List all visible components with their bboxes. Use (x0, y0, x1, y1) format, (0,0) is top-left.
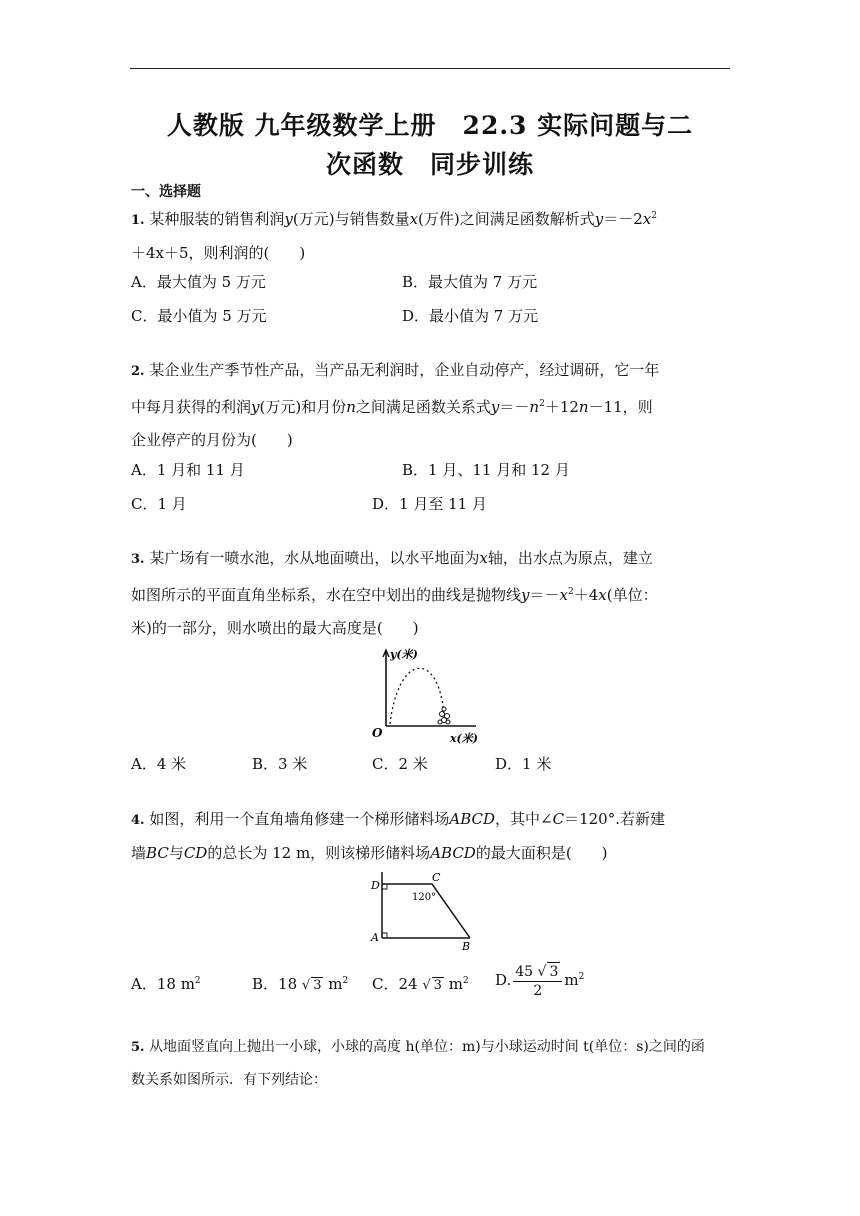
q4-option-b[interactable]: B．18 √ 3 $m^2$ (252, 975, 349, 993)
q1-option-a[interactable]: A．最大值为 5 万元 (131, 273, 266, 291)
vertex-a-label: A (371, 931, 379, 944)
question-1-stem: 1. 某种服装的销售利润y(万元)与销售数量x(万件)之间满足函数解析式$y=-2x^2$ ＋4x＋5，则利润的( ) (131, 210, 657, 262)
header-rule (130, 68, 730, 69)
angle-label: 120° (412, 892, 437, 903)
x-axis-label: x(米) (450, 732, 478, 745)
fountain-figure (368, 644, 488, 746)
q2-option-b[interactable]: B．1 月、11 月和 12 月 (402, 461, 570, 479)
q2-option-d[interactable]: D．1 月至 11 月 (372, 495, 487, 513)
q1-option-c[interactable]: C．最小值为 5 万元 (131, 307, 267, 325)
vertex-b-label: B (462, 940, 471, 952)
origin-label: O (372, 726, 383, 740)
q4-option-c[interactable]: C．24 √ 3 $m^2$ (372, 975, 469, 993)
q3-option-b[interactable]: B．3 米 (252, 755, 308, 773)
q3-option-d[interactable]: D．1 米 (495, 755, 552, 773)
question-3-stem: 3. 某广场有一喷水池，水从地面喷出，以水平地面为x轴，出水点为原点，建立 如图所示的平面直角坐标系，水在空中划出的曲线是抛物线$y=-x^2+4x$(单位： 米)的一部分，则水喷出的最大高度是( ) (131, 549, 658, 637)
q2-option-c[interactable]: C．1 月 (131, 495, 187, 513)
question-2-stem: 2. 某企业生产季节性产品，当产品无利润时，企业自动停产，经过调研，它一年 中每月获得的利润y(万元)和月份n之间满足函数关系式$y=-n^2+12n-11$，则 企业停产的月份为( ) (131, 361, 660, 449)
document-title (130, 106, 730, 184)
trapezoid-figure (366, 868, 490, 952)
q3-option-a[interactable]: A．4 米 (131, 755, 187, 773)
water-splash-icon (438, 707, 450, 724)
title-line-2: 次函数 同步训练 (325, 150, 534, 179)
q2-option-a[interactable]: A．1 月和 11 月 (131, 461, 245, 479)
title-line-1: 人教版 九年级数学上册 22.3 实际问题与二 (166, 111, 694, 140)
vertex-d-label: D (371, 879, 380, 892)
y-axis-label: y(米) (390, 648, 418, 661)
vertex-c-label: C (432, 871, 441, 884)
section-heading: 一、选择题 (131, 184, 201, 200)
q4-option-a[interactable]: A．18 $m^2$ (131, 975, 201, 993)
sqrt-symbol: √ 3 (422, 978, 442, 993)
q4-option-d[interactable]: D. $\frac{45 √ 3}{2}$ $m^2$ (495, 964, 585, 999)
q1-option-d[interactable]: D．最小值为 7 万元 (402, 307, 539, 325)
fraction: $\frac{45 √ 3}{2}$ (513, 962, 562, 1000)
q1-option-b[interactable]: B．最大值为 7 万元 (402, 273, 538, 291)
sqrt-symbol: √ 3 (301, 978, 322, 993)
question-5-stem: 5. 从地面竖直向上抛出一小球，小球的高度 h(单位：m)与小球运动时间 t(单位：s)之间的函 数关系如图所示．有下列结论： (131, 1039, 705, 1088)
q3-option-c[interactable]: C．2 米 (372, 755, 428, 773)
question-4-stem: 4. 如图，利用一个直角墙角修建一个梯形储料场ABCD，其中∠C＝120°.若新建 墙BC与CD的总长为 12 m，则该梯形储料场ABCD的最大面积是( ) (131, 810, 665, 862)
water-parabola (390, 668, 444, 724)
